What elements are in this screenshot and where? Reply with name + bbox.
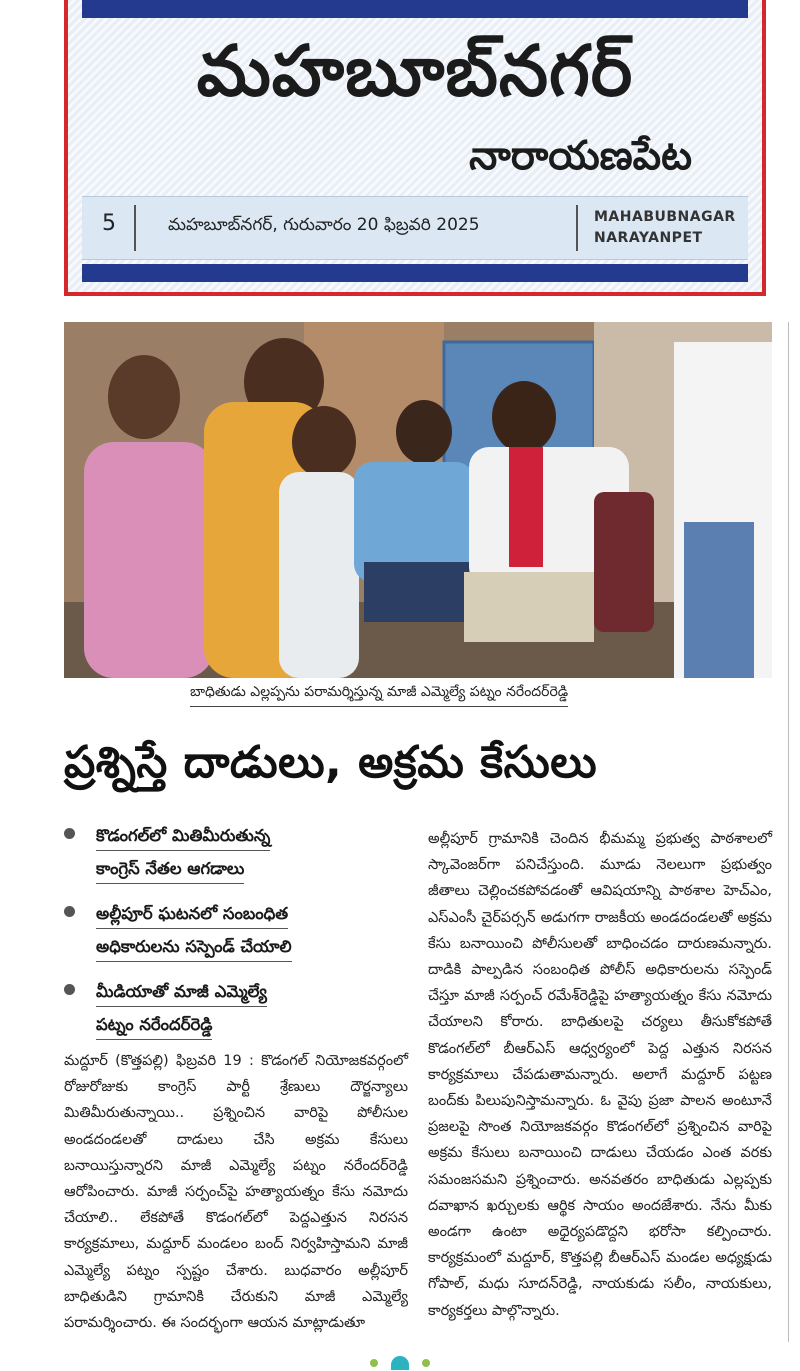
page-dot-icon[interactable] [422,1359,430,1367]
highlight-line: అధికారులను సస్పెండ్ చేయాలి [96,933,292,962]
masthead-bottom-bar [82,264,748,282]
highlight-item [64,900,404,966]
masthead-info-bar [82,196,748,260]
bullet-icon [64,828,75,839]
article-body-left-column: మద్దూర్ (కొత్తపల్లి) ఫిబ్రవరి 19 : కొడంగల్ నియోజకవర్గంలో రోజురోజుకు కాంగ్రెస్ పార్టీ శ్రేణులు దౌర్జన్యాలు మితిమీరుతున్నాయి.. ప్రశ్నించిన వారిపై పోలీసుల అండదండలతో దాడులు చేసి అక్రమ కేసులు బనాయిస్తున్నారని మాజీ ఎమ్మెల్యే పట్నం నరేందర్‌రెడ్డి ఆరోపించారు. మాజీ సర్పంచ్‌పై హత్యాయత్నం కేసు నమోదు చేయాలి.. లేకపోతే కొడంగల్‌లో పెద్దఎత్తున నిరసన కార్యక్రమాలు, మద్దూర్ మండలం బంద్ నిర్వహిస్తామని మాజీ ఎమ్మెల్యే పట్నం స్పష్టం చేశారు. బుధవారం అల్లీపూర్ బాధితుడిని గ్రామానికి చేరుకుని మాజీ ఎమ్మెల్యే పరామర్శించారు. ఈ సందర్భంగా ఆయన మాట్లాడుతూ [64,1053,408,1332]
edition-line-1: MAHABUBNAGAR [594,209,736,225]
highlight-line: కాంగ్రెస్ నేతల ఆగడాలు [96,855,244,884]
article-body-right-column: అల్లీపూర్ గ్రామానికి చెందిన భీమమ్మ ప్రభుత్వ పాఠశాలలో స్కావెంజర్‌గా పనిచేస్తుంది. మూడు నెలలుగా ప్రభుత్వం జీతాలు చెల్లించకపోవడంతో ఆవిషయాన్ని పాఠశాల హెచ్‌ఎం, ఎస్‌ఎంసీ చైర్‌పర్సన్ అడుగగా రాజకీయ అండదండలతో అక్రమ కేసు బనాయించి పోలీసులతో బాధించడం దారుణమన్నారు. దాడికి పాల్పడిన సంబంధిత పోలీస్ అధికారులను సస్పెండ్ చేస్తూ మాజీ సర్పంచ్ రమేశ్‌రెడ్డిపై హత్యాయత్నం కేసు నమోదు చేయాలని కోరారు. బాధితులపై చర్యలు తీసుకోకపోతే కొడంగల్‌లో బీఆర్‌ఎస్ ఆధ్వర్యంలో పెద్ద ఎత్తున నిరసన కార్యక్రమాలు చేపడుతామన్నారు. అలాగే మద్దూర్ పట్టణ బంద్‌కు పిలుపునిస్తామన్నారు. ఓ వైపు ప్రజా పాలన అంటూనే ప్రజలపై సొంత నియోజకవర్గం కొడంగల్‌లో ప్రశ్నించిన వారిపై అక్రమ కేసులు బనాయించి దాడులు చేయడం ఎంత వరకు సమంజసమని ప్రశ్నించారు. అనవతరం బాధితుడు ఎల్లప్పకు దవాఖాన ఖర్చులకు ఆర్థిక సాయం అందజేశారు. నేను మీకు అండగా ఉంటా అధైర్యపడొద్దని భరోసా కల్పించారు. కార్యక్రమంలో మద్దూర్, కొత్తపల్లి బీఆర్‌ఎస్ మండల అధ్యక్షుడు గోపాల్, మధు సూదన్‌రెడ్డి, నాయకుడు సలీం, నాయకులు, కార్యకర్తలు పాల్గొన్నారు. [428,831,772,1319]
photo-caption: బాధితుడు ఎల్లప్పను పరామర్శిస్తున్న మాజీ ఎమ్మెల్యే పట్నం నరేందర్‌రెడ్డి [190,684,568,707]
news-photo [64,322,772,678]
bullet-icon [64,906,75,917]
divider [576,205,578,251]
highlight-item [64,822,404,888]
highlight-line: పట్నం నరేందర్‌రెడ్డి [96,1011,212,1040]
masthead-top-bar [82,0,748,18]
page-indicator [0,1352,800,1371]
highlight-line: కొడంగల్‌లో మితిమీరుతున్న [96,822,270,851]
highlight-item [64,978,404,1044]
divider [134,205,136,251]
masthead [64,0,766,296]
edition-line-2: NARAYANPET [594,230,703,246]
highlight-line: అల్లీపూర్ ఘటనలో సంబంధిత [96,900,288,929]
app-logo-icon [391,1356,409,1370]
highlight-line: మీడియాతో మాజీ ఎమ్మెల్యే [96,978,267,1007]
article-headline: ప్రశ్నిస్తే దాడులు, అక్రమ కేసులు [64,737,598,788]
column-rule [788,322,789,1342]
photo-illustration [64,322,772,678]
page-number: 5 [102,211,116,236]
newspaper-section-subtitle: నారాయణపేట [469,133,692,179]
dateline: మహబూబ్‌నగర్, గురువారం 20 ఫిబ్రవరి 2025 [168,215,480,235]
page-dot-icon[interactable] [370,1359,378,1367]
highlights-list [64,822,404,1056]
bullet-icon [64,984,75,995]
newspaper-section-title: మహబూబ్‌నగర్ [196,30,634,112]
edition-label [594,207,736,249]
